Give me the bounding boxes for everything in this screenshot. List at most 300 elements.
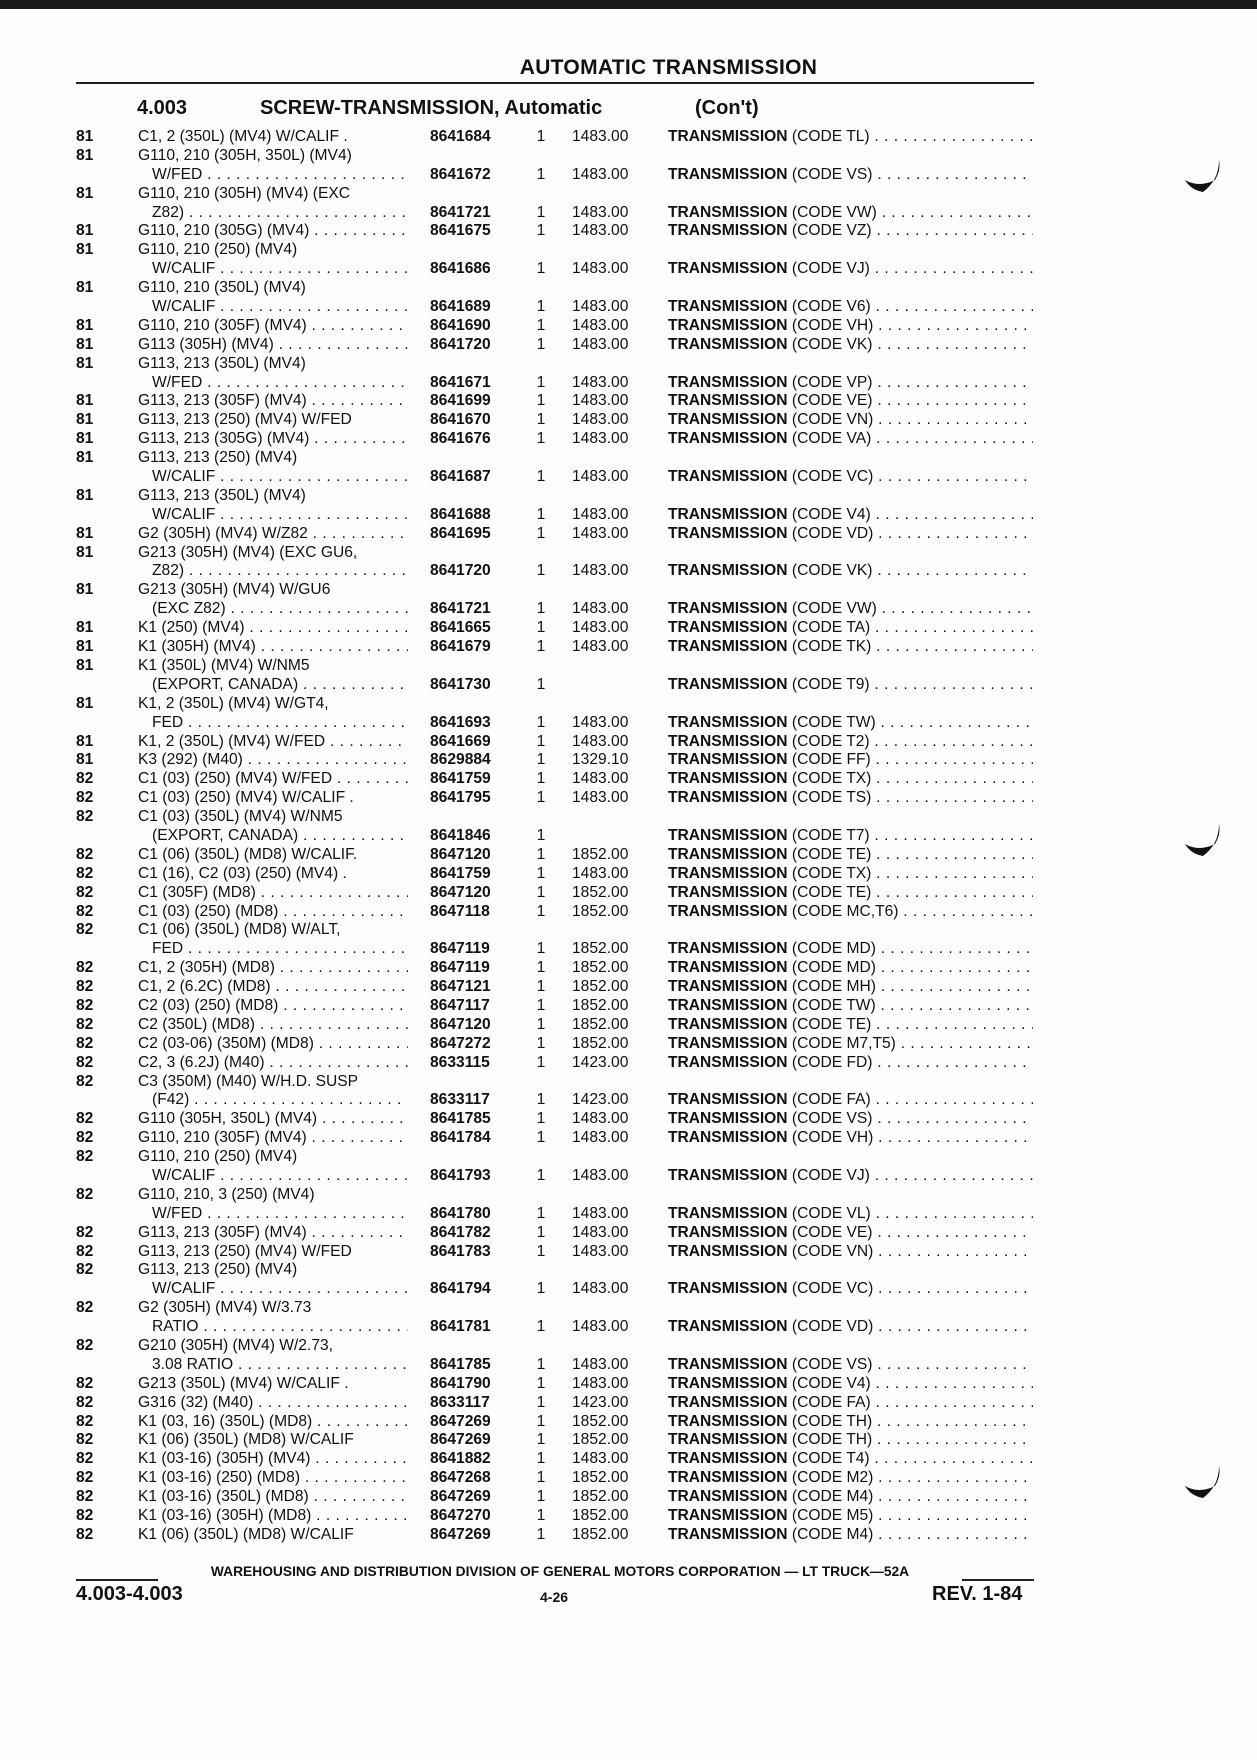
part-name-label: TRANSMISSION [668, 1525, 788, 1543]
model-description: K1 (350L) (MV4) W/NM5 [138, 656, 310, 674]
table-row [0, 222, 1257, 241]
transmission-code: (CODE M4) . . . [792, 1488, 1033, 1505]
quantity: 1 [536, 713, 546, 731]
model-description: G110, 210 (305F) (MV4) . . . [138, 1129, 408, 1148]
part-name [668, 733, 1033, 752]
group-number: 81 [76, 486, 94, 504]
transmission-code: (CODE TL) . . . [792, 128, 1033, 145]
table-row [0, 525, 1257, 544]
transmission-code: (CODE VE) . . . [792, 392, 1033, 409]
transmission-code: (CODE VD) . . . [792, 1318, 1033, 1335]
table-row [0, 1224, 1257, 1243]
table-row [0, 185, 1257, 204]
part-number: 8641665 [430, 619, 491, 637]
part-name-label: TRANSMISSION [668, 845, 788, 863]
price: 1423.00 [572, 1091, 629, 1109]
quantity: 1 [536, 392, 546, 410]
table-row [0, 827, 1257, 846]
table-row [0, 279, 1257, 298]
transmission-code: (CODE MD) . . . [792, 959, 1033, 976]
transmission-code: (CODE VS) . . . [792, 1110, 1033, 1127]
quantity: 1 [536, 316, 546, 334]
part-name-label: TRANSMISSION [668, 468, 788, 486]
quantity: 1 [536, 638, 546, 656]
transmission-code: (CODE VN) . . . [792, 411, 1033, 428]
group-number: 82 [76, 883, 94, 901]
parts-list [0, 128, 1257, 1545]
part-name [668, 1054, 1033, 1073]
table-row [0, 374, 1257, 393]
quantity: 1 [536, 505, 546, 523]
model-description: K1 (03-16) (305H) (MV4) . . . [138, 1450, 408, 1469]
part-number: 8647120 [430, 845, 491, 863]
part-name [668, 260, 1033, 279]
part-name [668, 959, 1033, 978]
quantity: 1 [536, 335, 546, 353]
model-description: G113, 213 (305G) (MV4) . . . [138, 430, 408, 449]
table-row [0, 1186, 1257, 1205]
price: 1483.00 [572, 468, 629, 486]
part-name-label: TRANSMISSION [668, 1450, 788, 1468]
table-row [0, 1054, 1257, 1073]
quantity: 1 [536, 619, 546, 637]
part-name-label: TRANSMISSION [668, 1488, 788, 1506]
table-row [0, 449, 1257, 468]
part-name-label: TRANSMISSION [668, 505, 788, 523]
top-border-rule [0, 0, 1257, 9]
model-description: (EXPORT, CANADA) . . . [152, 676, 408, 695]
table-row [0, 1318, 1257, 1337]
model-description: G110 (305H, 350L) (MV4) . . . [138, 1110, 408, 1129]
group-number: 82 [76, 1525, 94, 1543]
group-number: 82 [76, 1337, 94, 1354]
price: 1329.10 [572, 751, 629, 769]
transmission-code: (CODE VK) . . . [792, 336, 1033, 353]
part-name [668, 298, 1033, 317]
group-number: 81 [76, 128, 94, 145]
model-description: (EXPORT, CANADA) . . . [152, 827, 408, 846]
price: 1483.00 [572, 392, 629, 410]
part-name-label: TRANSMISSION [668, 1091, 788, 1109]
table-row [0, 1413, 1257, 1432]
table-row [0, 808, 1257, 827]
part-name-label: TRANSMISSION [668, 524, 788, 542]
transmission-code: (CODE TS) . . . [792, 789, 1033, 806]
part-name-label: TRANSMISSION [668, 789, 788, 807]
table-row [0, 298, 1257, 317]
transmission-code: (CODE VS) . . . [792, 1356, 1033, 1373]
part-name-label: TRANSMISSION [668, 1166, 788, 1184]
group-number: 82 [76, 770, 94, 788]
table-row [0, 1205, 1257, 1224]
model-description: RATIO . . . [152, 1318, 408, 1337]
model-description: G113, 213 (350L) (MV4) [138, 486, 306, 504]
part-name [668, 1205, 1033, 1224]
part-number: 8647272 [430, 1034, 491, 1052]
model-description: Z82) . . . [152, 562, 408, 581]
part-number: 8641669 [430, 732, 491, 750]
group-number: 82 [76, 902, 94, 920]
part-name [668, 1280, 1033, 1299]
price: 1852.00 [572, 883, 629, 901]
part-name-label: TRANSMISSION [668, 316, 788, 334]
table-row [0, 392, 1257, 411]
table-row [0, 733, 1257, 752]
model-description: C1 (03) (250) (MV4) W/FED . . . [138, 770, 408, 789]
part-number: 8641687 [430, 468, 491, 486]
part-name [668, 619, 1033, 638]
quantity: 1 [536, 940, 546, 958]
group-number: 82 [76, 1450, 94, 1468]
part-number: 8641672 [430, 165, 491, 183]
quantity: 1 [536, 883, 546, 901]
group-number: 81 [76, 392, 94, 410]
model-description: W/CALIF . . . [152, 468, 408, 487]
table-row [0, 978, 1257, 997]
part-name-label: TRANSMISSION [668, 732, 788, 750]
quantity: 1 [536, 1469, 546, 1487]
table-row [0, 336, 1257, 355]
table-row [0, 921, 1257, 940]
price: 1852.00 [572, 996, 629, 1014]
table-row [0, 506, 1257, 525]
price: 1483.00 [572, 562, 629, 580]
model-description: C1 (06) (350L) (MD8) W/ALT, [138, 921, 341, 939]
table-row [0, 940, 1257, 959]
group-number: 82 [76, 1129, 94, 1147]
part-number: 8633115 [430, 1053, 490, 1071]
part-name [668, 1394, 1033, 1413]
table-row [0, 1356, 1257, 1375]
table-row [0, 695, 1257, 714]
table-row [0, 1450, 1257, 1469]
model-description: G113, 213 (350L) (MV4) [138, 354, 306, 372]
quantity: 1 [536, 298, 546, 316]
price: 1483.00 [572, 203, 629, 221]
part-number: 8641785 [430, 1355, 491, 1373]
part-number: 8647121 [430, 978, 491, 996]
part-number: 8641783 [430, 1242, 491, 1260]
part-name [668, 1526, 1033, 1545]
part-name-label: TRANSMISSION [668, 751, 788, 769]
table-row [0, 430, 1257, 449]
price: 1483.00 [572, 373, 629, 391]
price: 1483.00 [572, 165, 629, 183]
table-row [0, 581, 1257, 600]
quantity: 1 [536, 1091, 546, 1109]
table-row [0, 1337, 1257, 1356]
transmission-code: (CODE VP) . . . [792, 374, 1033, 391]
price: 1483.00 [572, 770, 629, 788]
group-number: 82 [76, 959, 94, 977]
group-number: 82 [76, 789, 94, 807]
price: 1483.00 [572, 1450, 629, 1468]
quantity: 1 [536, 600, 546, 618]
table-row [0, 204, 1257, 223]
part-name [668, 411, 1033, 430]
model-description: G110, 210 (250) (MV4) [138, 1148, 298, 1166]
transmission-code: (CODE M2) . . . [792, 1469, 1033, 1486]
transmission-code: (CODE T2) . . . [792, 733, 1033, 750]
part-name [668, 1375, 1033, 1394]
part-name-label: TRANSMISSION [668, 1374, 788, 1392]
price: 1483.00 [572, 222, 629, 240]
part-name-label: TRANSMISSION [668, 1393, 788, 1411]
quantity: 1 [536, 1242, 546, 1260]
part-name [668, 525, 1033, 544]
model-description: C1 (03) (250) (MD8) . . . [138, 903, 408, 922]
group-number: 81 [76, 222, 94, 240]
part-number: 8641782 [430, 1223, 491, 1241]
part-name [668, 1091, 1033, 1110]
part-number: 8641784 [430, 1129, 491, 1147]
part-name-label: TRANSMISSION [668, 713, 788, 731]
table-row [0, 657, 1257, 676]
model-description: G113, 213 (305F) (MV4) . . . [138, 1224, 408, 1243]
part-name [668, 1507, 1033, 1526]
table-row [0, 166, 1257, 185]
model-description: G110, 210 (305G) (MV4) . . . [138, 222, 408, 241]
table-row [0, 903, 1257, 922]
part-name [668, 562, 1033, 581]
model-description: G113, 213 (250) (MV4) W/FED [138, 411, 352, 429]
price: 1852.00 [572, 1525, 629, 1543]
quantity: 1 [536, 411, 546, 429]
quantity: 1 [536, 1507, 546, 1525]
group-number: 81 [76, 354, 94, 372]
group-number: 82 [76, 921, 94, 939]
part-name-label: TRANSMISSION [668, 1053, 788, 1071]
transmission-code: (CODE VD) . . . [792, 525, 1033, 542]
part-name [668, 374, 1033, 393]
transmission-code: (CODE VJ) . . . [792, 260, 1033, 277]
part-name-label: TRANSMISSION [668, 883, 788, 901]
quantity: 1 [536, 203, 546, 221]
quantity: 1 [536, 902, 546, 920]
transmission-code: (CODE T9) . . . [792, 676, 1033, 693]
group-number: 82 [76, 1185, 94, 1203]
quantity: 1 [536, 1431, 546, 1449]
price: 1483.00 [572, 600, 629, 618]
quantity: 1 [536, 751, 546, 769]
model-description: G110, 210, 3 (250) (MV4) [138, 1185, 315, 1203]
quantity: 1 [536, 1318, 546, 1336]
part-number: 8641793 [430, 1166, 491, 1184]
quantity: 1 [536, 959, 546, 977]
part-name [668, 1243, 1033, 1262]
model-description: C1, 2 (350L) (MV4) W/CALIF . [138, 128, 348, 145]
model-description: G113 (305H) (MV4) . . . [138, 336, 408, 355]
model-description: G110, 210 (305H, 350L) (MV4) [138, 146, 352, 164]
part-name [668, 506, 1033, 525]
model-description: G316 (32) (M40) . . . [138, 1394, 408, 1413]
model-description: G2 (305H) (MV4) W/3.73 [138, 1299, 312, 1317]
model-description: C1 (03) (250) (MV4) W/CALIF . [138, 789, 354, 807]
part-name [668, 1450, 1033, 1469]
table-row [0, 1110, 1257, 1129]
part-number: 8647119 [430, 940, 490, 958]
part-number: 8641689 [430, 298, 491, 316]
footer-code-range: 4.003-4.003 [76, 1583, 183, 1605]
part-name-label: TRANSMISSION [668, 1223, 788, 1241]
model-description: W/FED . . . [152, 1205, 408, 1224]
part-name [668, 468, 1033, 487]
model-description: W/CALIF . . . [152, 1280, 408, 1299]
part-number: 8641785 [430, 1110, 491, 1128]
group-number: 82 [76, 1034, 94, 1052]
section-header [0, 97, 1257, 127]
part-name [668, 978, 1033, 997]
group-number: 81 [76, 619, 94, 637]
quantity: 1 [536, 1015, 546, 1033]
table-row [0, 638, 1257, 657]
table-row [0, 1016, 1257, 1035]
group-number: 82 [76, 1431, 94, 1449]
part-number: 8641679 [430, 638, 491, 656]
part-name [668, 1469, 1033, 1488]
part-name [668, 600, 1033, 619]
part-number: 8641686 [430, 260, 491, 278]
transmission-code: (CODE TW) . . . [792, 997, 1033, 1014]
table-row [0, 1243, 1257, 1262]
part-name [668, 676, 1033, 695]
part-name [668, 903, 1033, 922]
part-number: 8633117 [430, 1393, 490, 1411]
quantity: 1 [536, 789, 546, 807]
transmission-code: (CODE TX) . . . [792, 865, 1033, 882]
quantity: 1 [536, 1355, 546, 1373]
title-underline [76, 82, 1034, 84]
group-number: 82 [76, 845, 94, 863]
quantity: 1 [536, 845, 546, 863]
transmission-code: (CODE T7) . . . [792, 827, 1033, 844]
price: 1483.00 [572, 1280, 629, 1298]
table-row [0, 562, 1257, 581]
transmission-code: (CODE VK) . . . [792, 562, 1033, 579]
footer-rule-right [962, 1579, 1034, 1581]
binder-hole-icon [1183, 158, 1223, 198]
part-name [668, 1167, 1033, 1186]
model-description: G213 (305H) (MV4) (EXC GU6, [138, 543, 358, 561]
part-number: 8641690 [430, 316, 491, 334]
quantity: 1 [536, 260, 546, 278]
part-name-label: TRANSMISSION [668, 1318, 788, 1336]
quantity: 1 [536, 430, 546, 448]
price: 1483.00 [572, 1166, 629, 1184]
part-number: 8641684 [430, 128, 491, 145]
quantity: 1 [536, 996, 546, 1014]
group-number: 81 [76, 449, 94, 467]
transmission-code: (CODE FA) . . . [792, 1091, 1033, 1108]
part-number: 8647119 [430, 959, 490, 977]
price: 1483.00 [572, 260, 629, 278]
part-name [668, 714, 1033, 733]
group-number: 81 [76, 279, 94, 297]
transmission-code: (CODE TE) . . . [792, 884, 1033, 901]
part-number: 8647117 [430, 996, 490, 1014]
part-number: 8647270 [430, 1507, 491, 1525]
part-name-label: TRANSMISSION [668, 430, 788, 448]
part-number: 8641720 [430, 562, 491, 580]
table-row [0, 1148, 1257, 1167]
table-row [0, 1073, 1257, 1092]
table-row [0, 544, 1257, 563]
part-name [668, 1035, 1033, 1054]
table-row [0, 1129, 1257, 1148]
group-number: 82 [76, 1374, 94, 1392]
binder-hole-icon [1183, 822, 1223, 862]
model-description: W/CALIF . . . [152, 506, 408, 525]
part-name-label: TRANSMISSION [668, 959, 788, 977]
part-number: 8641720 [430, 335, 491, 353]
part-name-label: TRANSMISSION [668, 1355, 788, 1373]
table-row [0, 600, 1257, 619]
model-description: K1 (250) (MV4) . . . [138, 619, 408, 638]
part-name-label: TRANSMISSION [668, 165, 788, 183]
part-name [668, 128, 1033, 147]
transmission-code: (CODE TE) . . . [792, 1016, 1033, 1033]
part-number: 8647118 [430, 902, 490, 920]
part-name [668, 751, 1033, 770]
model-description: G113, 213 (250) (MV4) [138, 1261, 298, 1279]
table-row [0, 487, 1257, 506]
table-row [0, 1431, 1257, 1450]
group-number: 81 [76, 656, 94, 674]
table-row [0, 468, 1257, 487]
price: 1423.00 [572, 1053, 629, 1071]
model-description: C2, 3 (6.2J) (M40) . . . [138, 1054, 408, 1073]
table-row [0, 846, 1257, 865]
part-name-label: TRANSMISSION [668, 770, 788, 788]
quantity: 1 [536, 165, 546, 183]
transmission-code: (CODE VC) . . . [792, 468, 1033, 485]
model-description: C1 (16), C2 (03) (250) (MV4) . [138, 864, 347, 882]
group-number: 82 [76, 996, 94, 1014]
part-number: 8647269 [430, 1525, 491, 1543]
model-description: (EXC Z82) . . . [152, 600, 408, 619]
part-name-label: TRANSMISSION [668, 826, 788, 844]
part-name-label: TRANSMISSION [668, 203, 788, 221]
quantity: 1 [536, 675, 546, 693]
model-description: C3 (350M) (M40) W/H.D. SUSP [138, 1072, 359, 1090]
transmission-code: (CODE VA) . . . [792, 430, 1033, 447]
part-name-label: TRANSMISSION [668, 411, 788, 429]
transmission-code: (CODE V6) . . . [792, 298, 1033, 315]
quantity: 1 [536, 1053, 546, 1071]
group-number: 82 [76, 1015, 94, 1033]
model-description: K1 (305H) (MV4) . . . [138, 638, 408, 657]
group-number: 81 [76, 184, 94, 202]
model-description: K1 (06) (350L) (MD8) W/CALIF [138, 1525, 354, 1543]
price: 1852.00 [572, 978, 629, 996]
part-name [668, 222, 1033, 241]
part-number: 8641699 [430, 392, 491, 410]
part-number: 8641675 [430, 222, 491, 240]
part-number: 8641794 [430, 1280, 491, 1298]
table-row [0, 241, 1257, 260]
quantity: 1 [536, 468, 546, 486]
part-number: 8641688 [430, 505, 491, 523]
model-description: (F42) . . . [152, 1091, 408, 1110]
transmission-code: (CODE FF) . . . [792, 751, 1033, 768]
section-number: 4.003 [137, 97, 188, 119]
part-number: 8641721 [430, 203, 491, 221]
table-row [0, 317, 1257, 336]
section-continued: (Con't) [695, 97, 759, 119]
price: 1483.00 [572, 298, 629, 316]
part-name [668, 204, 1033, 223]
part-name-label: TRANSMISSION [668, 600, 788, 618]
